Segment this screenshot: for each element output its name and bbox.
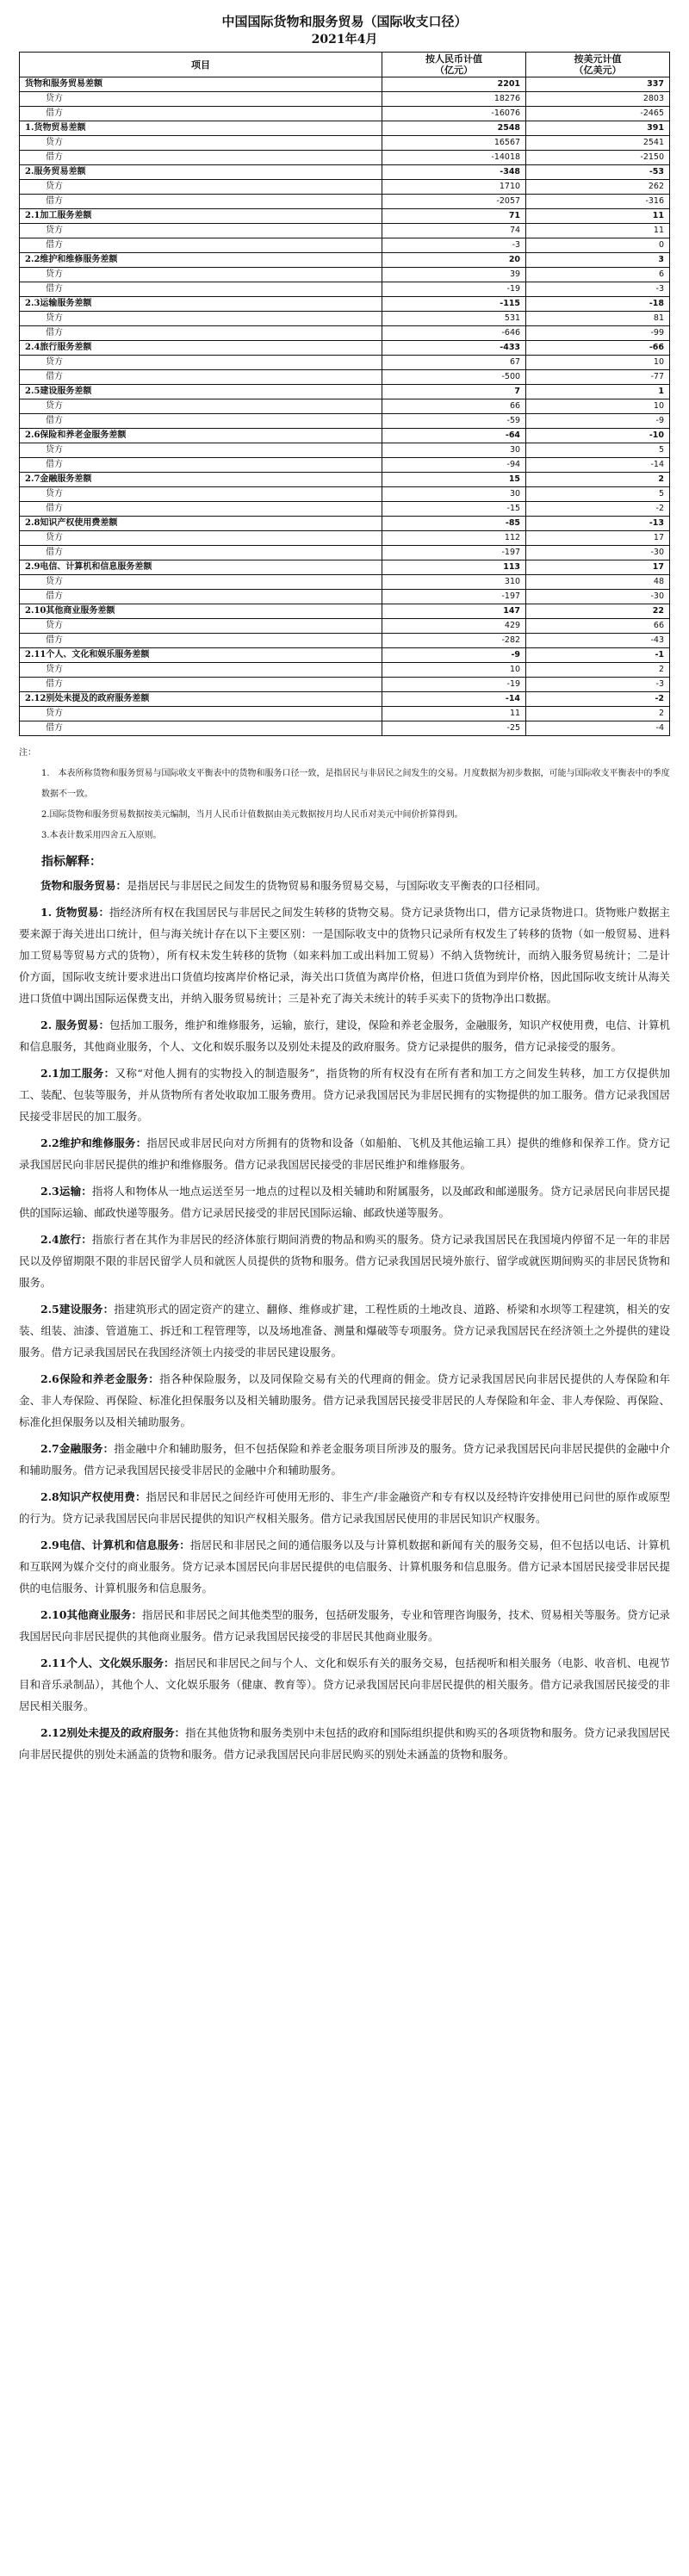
term-definition: 指建筑形式的固定资产的建立、翻修、维修或扩建，工程性质的土地改良、道路、桥梁和水坝等工程建筑，相关的安装、组装、油漆、管道施工、拆迁和工程管理等，以及场地准备、测量和爆破等专项服务。贷方记录我国居民在经济领土之外提供的建设服务。借方记录我国居民在我国经济领土内接受的非居民建设服务。 [19, 1303, 670, 1359]
row-label: 1.货物贸易差额 [20, 121, 382, 136]
table-row [20, 546, 670, 560]
note-item: 3.本表计数采用四舍五入原则。 [41, 831, 162, 840]
rmb-value: 10 [382, 663, 525, 678]
usd-value: -30 [526, 590, 670, 604]
explanation-section [19, 851, 670, 1765]
table-row [20, 77, 670, 92]
usd-value: 3 [526, 253, 670, 268]
rmb-value: 30 [382, 443, 525, 458]
term-label: 货物和服务贸易： [40, 879, 127, 892]
term-label: 2.1加工服务： [40, 1067, 115, 1080]
usd-value: 10 [526, 356, 670, 370]
explanation-paragraph [19, 1486, 670, 1529]
row-label: 2.12别处未提及的政府服务差额 [20, 692, 382, 707]
rmb-value: -197 [382, 546, 525, 560]
term-label: 2.3运输： [40, 1185, 92, 1198]
row-label: 2.10其他商业服务差额 [20, 604, 382, 619]
rmb-value: 310 [382, 575, 525, 590]
explanation-paragraph [19, 1180, 670, 1223]
row-label: 2.4旅行服务差额 [20, 341, 382, 356]
usd-value: -53 [526, 165, 670, 180]
rmb-value: -433 [382, 341, 525, 356]
row-label: 2.3运输服务差额 [20, 297, 382, 312]
explanation-paragraph [19, 1298, 670, 1363]
row-label: 借方 [20, 590, 382, 604]
table-row [20, 443, 670, 458]
rmb-value: 1710 [382, 180, 525, 195]
table-row [20, 604, 670, 619]
row-label: 贷方 [20, 268, 382, 282]
row-label: 2.8知识产权使用费差额 [20, 517, 382, 531]
table-row [20, 326, 670, 341]
usd-value: 48 [526, 575, 670, 590]
notes-title: 注： [19, 748, 36, 758]
rmb-value: 30 [382, 487, 525, 502]
usd-value: 22 [526, 604, 670, 619]
rmb-value: -25 [382, 721, 525, 736]
table-row [20, 531, 670, 546]
table-row [20, 429, 670, 443]
term-label: 2.4旅行： [40, 1233, 92, 1246]
row-label: 借方 [20, 502, 382, 517]
usd-value: -99 [526, 326, 670, 341]
trade-table [19, 52, 670, 736]
term-definition: 指居民和非居民之间经许可使用无形的、非生产/非金融资产和专有权以及经特许安排使用已问世的原作或原型的行为。贷方记录我国居民向非居民提供的知识产权相关服务。借方记录我国居民使用的非居民知识产权服务。 [19, 1490, 670, 1525]
table-row [20, 414, 670, 429]
rmb-value: -59 [382, 414, 525, 429]
term-definition: 指居民和非居民之间的通信服务以及与计算机数据和新闻有关的服务交易，但不包括以电话、计算机和互联网为媒介交付的商业服务。贷方记录本国居民向非居民提供的电信服务、计算机服务和信息服务。借方记录本国居民接受非居民提供的电信服务、计算机服务和信息服务。 [19, 1539, 670, 1595]
table-row [20, 560, 670, 575]
usd-value: -30 [526, 546, 670, 560]
row-label: 贷方 [20, 619, 382, 634]
row-label: 借方 [20, 458, 382, 473]
term-definition: 包括加工服务，维护和维修服务，运输，旅行，建设，保险和养老金服务，金融服务，知识产权使用费，电信、计算机和信息服务，其他商业服务，个人、文化和娱乐服务以及别处未提及的政府服务。贷方记录提供的服务，借方记录接受的服务。 [19, 1019, 670, 1053]
table-row [20, 634, 670, 648]
explanation-paragraph [19, 1534, 670, 1599]
rmb-value: 7 [382, 385, 525, 399]
row-label: 2.9电信、计算机和信息服务差额 [20, 560, 382, 575]
usd-value: 262 [526, 180, 670, 195]
table-row [20, 663, 670, 678]
explanation-paragraph [19, 1014, 670, 1057]
row-label: 2.7金融服务差额 [20, 473, 382, 487]
note-item: 1. 本表所称货物和服务贸易与国际收支平衡表中的货物和服务口径一致，是指居民与非居民之间发生的交易。月度数据为初步数据，可能与国际收支平衡表中的季度数据不一致。 [41, 769, 670, 799]
table-row [20, 458, 670, 473]
term-label: 1. 货物贸易： [40, 906, 110, 919]
table-row [20, 224, 670, 238]
usd-value: -66 [526, 341, 670, 356]
rmb-value: 112 [382, 531, 525, 546]
usd-value: -2 [526, 692, 670, 707]
term-label: 2.6保险和养老金服务： [40, 1372, 160, 1385]
usd-value: -2 [526, 502, 670, 517]
table-row [20, 721, 670, 736]
rmb-value: -15 [382, 502, 525, 517]
rmb-value: 71 [382, 209, 525, 224]
row-label: 2.服务贸易差额 [20, 165, 382, 180]
rmb-value: 147 [382, 604, 525, 619]
table-row [20, 297, 670, 312]
row-label: 贷方 [20, 224, 382, 238]
usd-value: 66 [526, 619, 670, 634]
usd-value: -77 [526, 370, 670, 385]
row-label: 2.1加工服务差额 [20, 209, 382, 224]
rmb-value: 16567 [382, 136, 525, 151]
usd-value: 1 [526, 385, 670, 399]
row-label: 借方 [20, 414, 382, 429]
rmb-value: -94 [382, 458, 525, 473]
row-label: 借方 [20, 678, 382, 692]
explanation-paragraph [19, 1132, 670, 1175]
table-row [20, 121, 670, 136]
usd-value: 5 [526, 487, 670, 502]
usd-value: -316 [526, 195, 670, 209]
table-row [20, 195, 670, 209]
usd-value: -9 [526, 414, 670, 429]
rmb-value: 74 [382, 224, 525, 238]
table-row [20, 238, 670, 253]
rmb-value: -3 [382, 238, 525, 253]
row-label: 贷方 [20, 356, 382, 370]
term-definition: 指居民和非居民之间与个人、文化和娱乐有关的服务交易，包括视听和相关服务（电影、收音机、电视节目和音乐录制品），其他个人、文化娱乐服务（健康、教育等）。贷方记录我国居民向非居民提供的相关服务。借方记录我国居民接受的非居民相关服务。 [19, 1656, 670, 1712]
table-row [20, 253, 670, 268]
explanation-paragraph [19, 1368, 670, 1433]
col-rmb-header: 按人民币计值 （亿元） [382, 53, 525, 77]
table-row [20, 268, 670, 282]
row-label: 贷方 [20, 136, 382, 151]
row-label: 贷方 [20, 663, 382, 678]
row-label: 贷方 [20, 180, 382, 195]
rmb-value: 18276 [382, 92, 525, 107]
explanation-heading: 指标解释： [41, 855, 102, 869]
rmb-value: 2201 [382, 77, 525, 92]
table-row [20, 356, 670, 370]
rmb-value: -348 [382, 165, 525, 180]
usd-value: 5 [526, 443, 670, 458]
usd-value: 2541 [526, 136, 670, 151]
usd-value: -4 [526, 721, 670, 736]
usd-value: -43 [526, 634, 670, 648]
rmb-value: -282 [382, 634, 525, 648]
usd-value: 2 [526, 473, 670, 487]
usd-value: 17 [526, 560, 670, 575]
row-label: 2.11个人、文化和娱乐服务差额 [20, 648, 382, 663]
table-row [20, 180, 670, 195]
explanation-paragraph [19, 1652, 670, 1717]
term-definition: 指居民和非居民之间其他类型的服务，包括研发服务，专业和管理咨询服务，技术、贸易相关等服务。贷方记录我国居民向非居民提供的其他商业服务。借方记录我国居民接受的非居民其他商业服务。 [19, 1608, 670, 1643]
table-row [20, 502, 670, 517]
explanation-paragraph [19, 875, 670, 896]
row-label: 贷方 [20, 312, 382, 326]
rmb-value: -14018 [382, 151, 525, 165]
notes-section [19, 743, 670, 846]
usd-value: 2803 [526, 92, 670, 107]
row-label: 贷方 [20, 92, 382, 107]
row-label: 贷方 [20, 707, 382, 721]
rmb-value: 66 [382, 399, 525, 414]
rmb-value: -9 [382, 648, 525, 663]
rmb-value: 429 [382, 619, 525, 634]
row-label: 2.2维护和维修服务差额 [20, 253, 382, 268]
rmb-value: 531 [382, 312, 525, 326]
table-row [20, 648, 670, 663]
term-label: 2.2维护和维修服务： [40, 1136, 147, 1149]
usd-value: -2465 [526, 107, 670, 121]
table-row [20, 92, 670, 107]
term-label: 2.12别处未提及的政府服务： [40, 1726, 186, 1739]
explanation-paragraph [19, 901, 670, 1009]
usd-value: 11 [526, 209, 670, 224]
term-definition: 指在其他货物和服务类别中未包括的政府和国际组织提供和购买的各项货物和服务。贷方记录我国居民向非居民提供的别处未涵盖的货物和服务。借方记录我国居民向非居民购买的别处未涵盖的货物和服务。 [19, 1726, 670, 1761]
term-label: 2.5建设服务： [40, 1303, 115, 1316]
row-label: 贷方 [20, 443, 382, 458]
rmb-value: 11 [382, 707, 525, 721]
row-label: 借方 [20, 282, 382, 297]
row-label: 贷方 [20, 575, 382, 590]
table-row [20, 575, 670, 590]
term-definition: 指金融中介和辅助服务，但不包括保险和养老金服务项目所涉及的服务。贷方记录我国居民向非居民提供的金融中介和辅助服务。借方记录我国居民接受非居民的金融中介和辅助服务。 [19, 1442, 670, 1477]
row-label: 借方 [20, 326, 382, 341]
row-label: 贷方 [20, 531, 382, 546]
term-definition: 指经济所有权在我国居民与非居民之间发生转移的货物交易。贷方记录货物出口，借方记录货物进口。货物账户数据主要来源于海关进出口统计，但与海关统计存在以下主要区别：一是国际收支中的货物只记录所有权发生了转移的货物（如一般贸易、进料加工贸易等贸易方式的货物），所有权未发生转移的货物（如来料加工或出料加工贸易）不纳入货物统计，而纳入服务贸易统计；二是计价方面，国际收支统计要求进出口货值均按离岸价格记录，海关出口货值为离岸价格，但进口货值为到岸价格，因此国际收支统计从海关进口货值中调出国际运保费支出，并纳入服务贸易统计；三是补充了海关未统计的转手买卖下的货物净出口数据。 [19, 906, 670, 1005]
row-label: 借方 [20, 370, 382, 385]
usd-value: -18 [526, 297, 670, 312]
table-row [20, 385, 670, 399]
rmb-value: -64 [382, 429, 525, 443]
rmb-value: -19 [382, 282, 525, 297]
row-label: 2.6保险和养老金服务差额 [20, 429, 382, 443]
table-row [20, 692, 670, 707]
term-definition: 指各种保险服务，以及同保险交易有关的代理商的佣金。贷方记录我国居民向非居民提供的人寿保险和年金、非人寿保险、再保险、标准化担保服务以及相关辅助服务。借方记录我国居民接受非居民的人寿保险和年金、非人寿保险、再保险、标准化担保服务以及相关辅助服务。 [19, 1372, 670, 1428]
table-row [20, 165, 670, 180]
row-label: 2.5建设服务差额 [20, 385, 382, 399]
term-definition: 又称“对他人拥有的实物投入的制造服务”，指货物的所有权没有在所有者和加工方之间发生转移，加工方仅提供加工、装配、包装等服务，并从货物所有者处收取加工服务费用。贷方记录我国居民为非居民拥有的实物提供的加工服务。借方记录我国居民接受非居民的加工服务。 [19, 1067, 670, 1123]
col-usd-header: 按美元计值 （亿美元） [526, 53, 670, 77]
table-row [20, 678, 670, 692]
row-label: 借方 [20, 151, 382, 165]
table-row [20, 282, 670, 297]
rmb-value: 20 [382, 253, 525, 268]
explanation-paragraph [19, 1604, 670, 1647]
row-label: 借方 [20, 546, 382, 560]
rmb-value: 39 [382, 268, 525, 282]
term-label: 2.10其他商业服务： [40, 1608, 143, 1621]
table-row [20, 136, 670, 151]
usd-value: -10 [526, 429, 670, 443]
rmb-value: -646 [382, 326, 525, 341]
table-row [20, 399, 670, 414]
row-label: 借方 [20, 238, 382, 253]
note-item: 2.国际货物和服务贸易数据按美元编制，当月人民币计值数据由美元数据按月均人民币对美元中间价折算得到。 [41, 810, 463, 820]
table-row [20, 619, 670, 634]
row-label: 借方 [20, 721, 382, 736]
usd-value: -1 [526, 648, 670, 663]
rmb-value: -85 [382, 517, 525, 531]
usd-value: 391 [526, 121, 670, 136]
col-item-header: 项目 [20, 53, 382, 77]
usd-value: 2 [526, 663, 670, 678]
table-row [20, 107, 670, 121]
term-label: 2.11个人、文化娱乐服务： [40, 1656, 175, 1669]
usd-value: -2150 [526, 151, 670, 165]
usd-value: 2 [526, 707, 670, 721]
term-definition: 指居民或非居民向对方所拥有的货物和设备（如船舶、飞机及其他运输工具）提供的维修和保养工作。贷方记录我国居民向非居民提供的维护和维修服务。借方记录我国居民接受的非居民维护和维修服务。 [19, 1136, 670, 1171]
page-title: 中国国际货物和服务贸易（国际收支口径） [221, 14, 468, 29]
term-definition: 指将人和物体从一地点运送至另一地点的过程以及相关辅助和附属服务，以及邮政和邮递服务。贷方记录居民向非居民提供的国际运输、邮政快递等服务。借方记录居民接受的非居民国际运输、邮政快递等服务。 [19, 1185, 670, 1219]
rmb-value: -14 [382, 692, 525, 707]
explanation-body [19, 875, 670, 1765]
rmb-value: 15 [382, 473, 525, 487]
usd-value: 10 [526, 399, 670, 414]
term-label: 2.7金融服务： [40, 1442, 115, 1455]
usd-value: 6 [526, 268, 670, 282]
rmb-value: -19 [382, 678, 525, 692]
usd-value: -3 [526, 678, 670, 692]
usd-value: -3 [526, 282, 670, 297]
row-label: 借方 [20, 107, 382, 121]
usd-value: -14 [526, 458, 670, 473]
rmb-value: -16076 [382, 107, 525, 121]
row-label: 货物和服务贸易差额 [20, 77, 382, 92]
table-row [20, 370, 670, 385]
table-row [20, 590, 670, 604]
term-label: 2.8知识产权使用费： [40, 1490, 146, 1503]
term-definition: 是指居民与非居民之间发生的货物贸易和服务贸易交易，与国际收支平衡表的口径相同。 [127, 879, 547, 892]
term-label: 2.9电信、计算机和信息服务： [40, 1539, 190, 1551]
row-label: 贷方 [20, 399, 382, 414]
explanation-paragraph [19, 1438, 670, 1481]
usd-value: 337 [526, 77, 670, 92]
row-label: 借方 [20, 195, 382, 209]
table-header-row [20, 53, 670, 77]
term-label: 2. 服务贸易： [40, 1019, 110, 1031]
table-row [20, 707, 670, 721]
table-body [20, 77, 670, 736]
term-definition: 指旅行者在其作为非居民的经济体旅行期间消费的物品和购买的服务。贷方记录我国居民在我国境内停留不足一年的非居民以及停留期限不限的非居民留学人员和就医人员提供的货物和服务。借方记录我国居民境外旅行、留学或就医期间购买的非居民货物和服务。 [19, 1233, 670, 1289]
explanation-paragraph [19, 1062, 670, 1127]
usd-value: 11 [526, 224, 670, 238]
row-label: 贷方 [20, 487, 382, 502]
usd-value: 17 [526, 531, 670, 546]
rmb-value: 67 [382, 356, 525, 370]
table-row [20, 341, 670, 356]
table-row [20, 312, 670, 326]
usd-value: 0 [526, 238, 670, 253]
explanation-paragraph [19, 1722, 670, 1765]
table-row [20, 517, 670, 531]
rmb-value: -500 [382, 370, 525, 385]
rmb-value: -115 [382, 297, 525, 312]
table-row [20, 487, 670, 502]
table-row [20, 473, 670, 487]
rmb-value: -197 [382, 590, 525, 604]
usd-value: -13 [526, 517, 670, 531]
page-subtitle: 2021年4月 [311, 33, 378, 46]
table-row [20, 151, 670, 165]
usd-value: 81 [526, 312, 670, 326]
rmb-value: 113 [382, 560, 525, 575]
row-label: 借方 [20, 634, 382, 648]
rmb-value: -2057 [382, 195, 525, 209]
table-row [20, 209, 670, 224]
explanation-paragraph [19, 1229, 670, 1293]
rmb-value: 2548 [382, 121, 525, 136]
